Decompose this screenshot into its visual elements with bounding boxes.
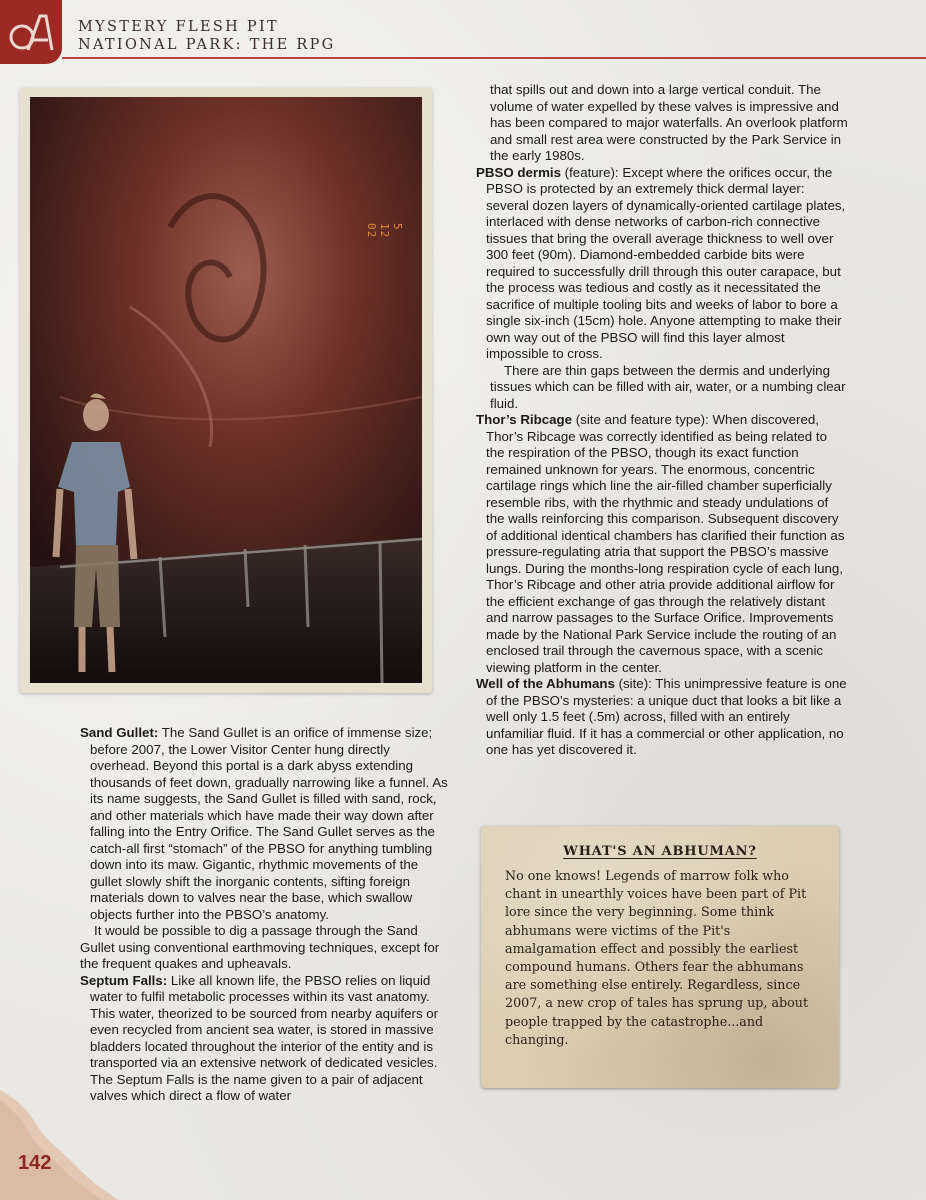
sand-gullet-description: The Sand Gullet is an orifice of immense size; before 2007, the Lower Visitor Center hung directly overhead. Beyond this portal is a dark abyss extending thousands of feet down, gradually narrowing like a funnel. As its name suggests, the Sand Gullet is filled with sand, rock, and other materials which have made their way down after falling into the Entry Orifice. The Sand Gullet serves as the catch-all first “stomach” of the PBSO for anything tumbling down into its maw. Gigantic, rhythmic movements of the gullet slowly shift the inorganic contents, sifting foreign materials down to valves near the base, which swallow objects further into the PBSO’s anatomy.: [90, 725, 448, 922]
thors-ribcage-term: Thor’s Ribcage: [476, 412, 573, 427]
pbso-dermis-paragraph-2: There are thin gaps between the dermis and underlying tissues which can be filled with air, water, or a numbing clear fluid.: [490, 362, 846, 411]
pbso-dermis-description: Except where the orifices occur, the PBSO is protected by an extremely thick dermal layer: several dozen layers of dynamically-oriented cartilage plates, interlaced with dense networks of carbon-rich connective tissues that bring the overall average thickness to well over 300 feet (90m). Diamond-embedded carbide bits were required to successfully drill through this outer carapace, but the process was tedious and costly as it necessitated the sacrifice of multiple tooling bits and weeks of labor to bore a single six-inch (15cm) hole. Anyone attempting to make their own way out of the PBSO will find this layer almost impossible to cross.: [486, 164, 846, 361]
septum-falls-term: Septum Falls:: [80, 972, 168, 988]
running-header: [78, 18, 336, 54]
well-of-abhumans-term: Well of the Abhumans: [476, 676, 615, 691]
header-rule: [62, 57, 926, 59]
sidebar-title-text: WHAT'S AN ABHUMAN?: [563, 844, 757, 859]
sidebar-title: [481, 844, 839, 859]
pbso-dermis-term: PBSO dermis: [476, 164, 561, 180]
septum-falls-continuation: that spills out and down into a large vertical conduit. The volume of water expelled by these valves is impressive and has been compared to major waterfalls. An overlook platform and small rest area were constructed by the Park Service in the early 1980s.: [490, 82, 848, 163]
cave-photograph: [30, 97, 422, 683]
septum-falls-entry: [80, 973, 452, 1105]
right-text-column: [476, 82, 848, 759]
torn-corner-decoration: [0, 1090, 120, 1200]
septum-falls-description: Like all known life, the PBSO relies on liquid water to fulfil metabolic processes within its vast anatomy. This water, theorized to be sourced from nearby aquifers or even recycled from ancient sea water, is stored in massive bladders located throughout the interior of the entity and is transported via an extensive network of dedicated vesicles. The Septum Falls is the name given to a pair of adjacent valves which direct a flow of water: [90, 972, 439, 1103]
thors-ribcage-entry: [476, 412, 848, 676]
left-text-column: [80, 725, 452, 1105]
well-of-abhumans-description: This unimpressive feature is one of the PBSO’s mysteries: a unique duct that looks a bit like a well only 1.5 feet (.5m) across, filled with an entirely unfamiliar fluid. If it has a commercial or other application, no one has yet discovered it.: [486, 676, 847, 757]
logo-tab: [0, 0, 62, 64]
sidebar-body: No one knows! Legends of marrow folk who chant in unearthly voices have been part of Pit lore since the very beginning. Some think abhumans were victims of the Pit's amalgamation effect and possibly the earliest compound humans. Others fear the abhumans are something else entirely. Regardless, since 2007, a new crop of tales has sprung up, about people trapped by the catastrophe...and changing.: [505, 868, 809, 1047]
page-number: 142: [18, 1152, 52, 1174]
sidebar-card: [481, 826, 839, 1088]
photo-date-stamp: 5 12 02: [365, 223, 404, 239]
thors-ribcage-description: When discovered, Thor’s Ribcage was correctly identified as being related to the respiration of the PBSO, though its exact function remained unknown for years. The enormous, concentric cartilage rings which line the air-filled chamber superficially resemble ribs, with the rhythmic and steady undulations of the walls reinforcing this comparison. Subsequent discovery of additional identical chambers has clarified their function as pressure-regulating atria that support the PBSO’s massive lungs. During the months-long respiration cycle of each lung, Thor’s Ribcage and other atria provide additional airflow for the efficient exchange of gas through the relatively distant and narrow passages to the Surface Orifice. Improvements made by the National Park Service include the routing of an enclosed trail through the cavernous space, with a scenic viewing platform in the center.: [486, 412, 845, 675]
header-title-line1: MYSTERY FLESH PIT: [78, 19, 279, 35]
pbso-dermis-type: (feature):: [560, 164, 623, 180]
sand-gullet-paragraph-2: It would be possible to dig a passage through the Sand Gullet using conventional earthmoving techniques, except for the frequent quakes and upheavals.: [80, 923, 440, 971]
well-of-abhumans-entry: [476, 676, 848, 759]
pbso-dermis-entry: [476, 165, 848, 363]
photo-illustration: [30, 97, 422, 683]
sand-gullet-entry: [80, 725, 452, 923]
well-of-abhumans-type: (site):: [614, 676, 656, 691]
header-title-line2: NATIONAL PARK: THE RPG: [78, 37, 336, 53]
sand-gullet-term: Sand Gullet:: [80, 725, 159, 740]
thors-ribcage-type: (site and feature type):: [572, 412, 713, 427]
brand-logo-icon: [6, 10, 54, 54]
